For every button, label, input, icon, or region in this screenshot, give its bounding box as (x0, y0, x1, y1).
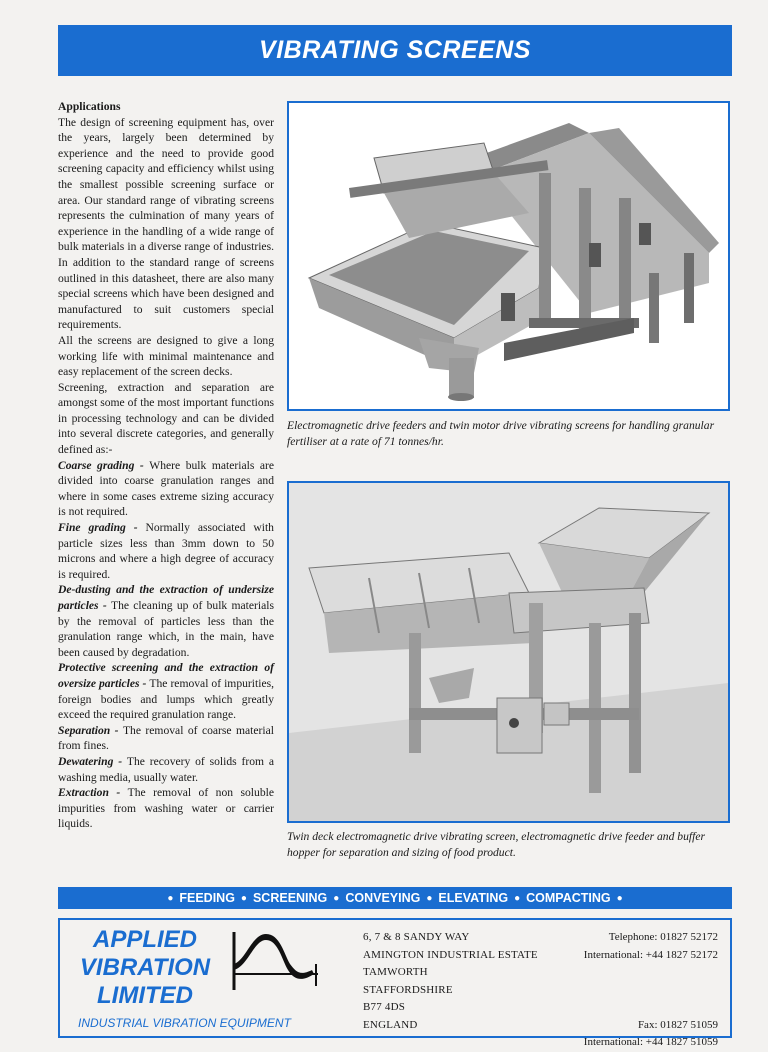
bullet-icon: ● (514, 892, 521, 904)
definition-protective-screening: Protective screening and the extraction of oversize particles - The removal of impurities, foreign bodies and lumps which greatly exceed the required granulation range. (58, 661, 274, 722)
bullet-icon: ● (333, 892, 340, 904)
caption-photo-2: Twin deck electromagnetic drive vibrating screen, electromagnetic drive feeder and buffer hopper for separation and sizing of food product. (287, 830, 705, 859)
intro-paragraph: The design of screening equipment has, over the years, largely been determined by experience and the need to provide good screening capacity and efficiency whilst using the smallest possible screening surface or area. Our standard range of vibrating screens represents the culmination of many years of experience in the handling of a wide range of bulk materials in a diverse range of industries. In addition to the standard range of screens outlined in this datasheet, there are also many special screens which have been designed and manufactured to suit customers special requirements. (58, 115, 274, 332)
applied-vibration-logo-icon (228, 930, 320, 997)
company-tagline: INDUSTRIAL VIBRATION EQUIPMENT (78, 1016, 291, 1030)
company-contact (584, 929, 718, 1052)
definition-fine-grading: Fine grading - Normally associated with particle sizes less than 3mm down to 50 microns and where a high degree of accuracy is required. (58, 521, 274, 581)
telephone: Telephone: 01827 52172 (608, 931, 718, 943)
photo-food-product-screen (287, 481, 730, 823)
telephone-international: International: +44 1827 52172 (583, 948, 718, 961)
company-name: APPLIED VIBRATION LIMITED (79, 926, 211, 1009)
title-banner (58, 25, 732, 76)
fax-international: International: +44 1827 51059 (583, 1036, 718, 1048)
fax: Fax: 01827 51059 (637, 1018, 718, 1031)
service-screening: SCREENING (252, 891, 328, 905)
service-elevating: ELEVATING (438, 891, 509, 905)
services-banner (58, 887, 732, 909)
bullet-icon: ● (167, 892, 174, 904)
definition-separation: Separation - The removal of coarse material from fines. (58, 723, 274, 753)
company-footer (58, 918, 732, 1048)
caption-photo-1: Electromagnetic drive feeders and twin motor drive vibrating screens for handling granular fertiliser at a rate of 71 tonnes/hr. (287, 419, 715, 448)
bullet-icon: ● (426, 892, 433, 904)
service-feeding: FEEDING (179, 891, 235, 905)
categories-paragraph: Screening, extraction and separation are amongst some of the most important functions in processing technology and can be divided into several discrete categories, and generally defined as:- (58, 380, 274, 457)
definition-extraction: Extraction - The removal of non soluble impurities from washing water or carrier liquids. (58, 786, 274, 831)
definition-dewatering: Dewatering - The recovery of solids from a washing media, usually water. (58, 754, 274, 784)
photo-fertiliser-screens (287, 101, 730, 411)
service-conveying: CONVEYING (345, 891, 421, 905)
body-text (58, 99, 274, 832)
section-heading: Applications (58, 100, 121, 113)
maintenance-paragraph: All the screens are designed to give a long working life with minimal maintenance and easy replacement of the screen decks. (58, 333, 274, 379)
definition-de-dusting: De-dusting and the extraction of undersize particles - The cleaning up of bulk materials by the removal of particles less than the granulation range which, in the main, have been caused by degradation. (58, 583, 274, 659)
service-compacting: COMPACTING (526, 891, 611, 905)
bullet-icon: ● (616, 892, 623, 904)
bullet-icon: ● (240, 892, 247, 904)
definition-coarse-grading: Coarse grading - Where bulk materials are divided into coarse granulation ranges and where in some cases extreme sizing accuracy is not required. (58, 458, 275, 519)
page-title: VIBRATING SCREENS (259, 36, 531, 64)
company-address: 6, 7 & 8 SANDY WAY AMINGTON INDUSTRIAL ESTATE TAMWORTH STAFFORDSHIRE B77 4DS ENGLAND (363, 931, 538, 1031)
